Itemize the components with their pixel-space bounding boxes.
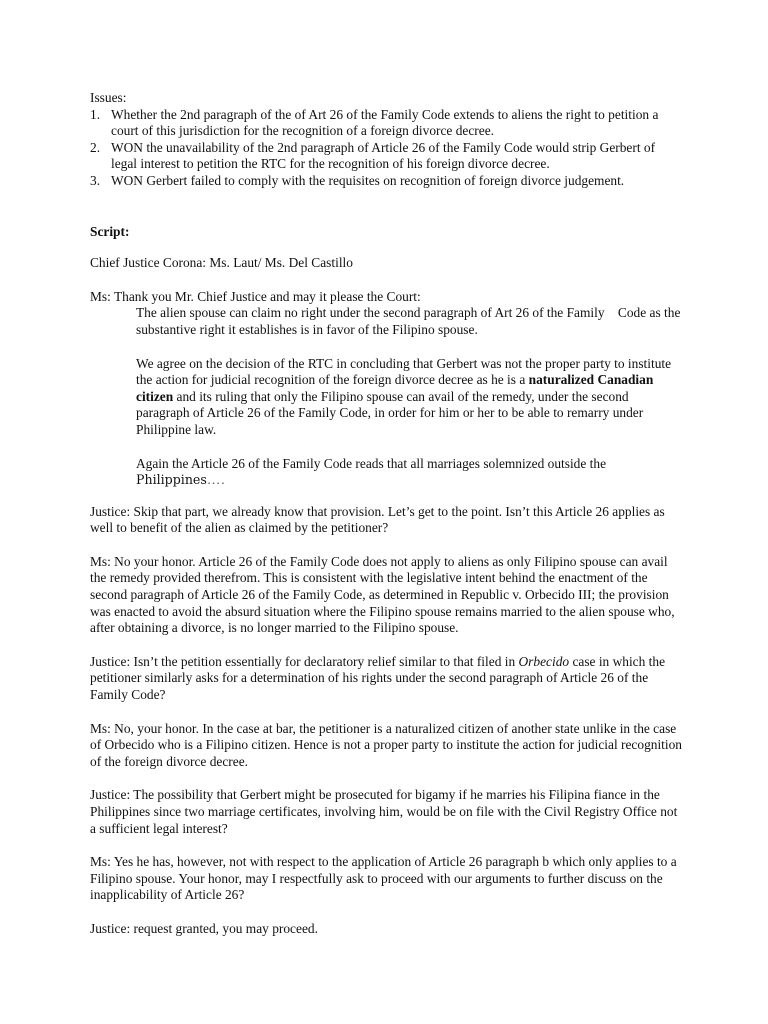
issue-text: WON Gerbert failed to comply with the requisites on recognition of foreign divorce judgement. <box>111 172 625 188</box>
issue-number: 1. <box>90 106 101 122</box>
ms-intro-line: Ms: Thank you Mr. Chief Justice and may it please the Court: <box>90 288 421 304</box>
issue-text: Whether the 2nd paragraph of the of Art 26 of the Family Code extends to aliens the right to petition a court of this jurisdiction for the recognition of a foreign divorce decree. <box>111 106 659 139</box>
justice-line-2-text-a: Justice: Isn’t the petition essentially for declaratory relief similar to that filed in <box>90 653 519 669</box>
naturalized-citizen-emphasis: naturalized Canadian citizen <box>136 372 654 404</box>
justice-line-4: Justice: request granted, you may proceed. <box>90 920 318 936</box>
issue-number: 3. <box>90 172 101 188</box>
justice-line-2-text-b: case in which the petitioner similarly asks for a determination of his rights under the second paragraph of Article 26 of the Family Code? <box>90 653 666 703</box>
ms-line-3: Ms: No, your honor. In the case at bar, the petitioner is a naturalized citizen of another state unlike in the case of Orbecido who is a Filipino citizen. Hence is not a proper party to institute the action for judicial recognition of the foreign divorce decree. <box>90 720 683 769</box>
chief-justice-line: Chief Justice Corona: Ms. Laut/ Ms. Del Castillo <box>90 255 353 271</box>
trailing-ellipsis: …. <box>206 472 226 488</box>
issue-item <box>90 140 682 173</box>
argument-paragraph-1: The alien spouse can claim no right under the second paragraph of Art 26 of the Family Code as the substantive right it establishes is in favor of the Filipino spouse. <box>136 305 684 337</box>
ms-line-4: Ms: Yes he has, however, not with respect to the application of Article 26 paragraph b which only applies to a Filipino spouse. Your honor, may I respectfully ask to proceed with our arguments to further discuss on the inapplicability of Article 26? <box>90 854 677 903</box>
issue-item <box>90 107 682 140</box>
argument-paragraph-2-text-a: We agree on the decision of the RTC in concluding that Gerbert was not the proper party to institute the action for judicial recognition of the foreign divorce decree as he is a <box>136 355 672 388</box>
orbecido-italic: Orbecido <box>518 653 570 669</box>
argument-paragraph-2 <box>90 356 682 439</box>
argument-paragraph-2-text-b: and its ruling that only the Filipino spouse can avail of the remedy, under the second paragraph of Article 26 of the Family Code, in order for him or her to be able to remarry under Philippine law. <box>136 388 644 437</box>
argument-paragraph-3-text: Again the Article 26 of the Family Code reads that all marriages solemnized outside the <box>136 455 607 471</box>
issue-text: WON the unavailability of the 2nd paragraph of Article 26 of the Family Code would strip Gerbert of legal interest to petition the RTC for the recognition of his foreign divorce decree. <box>111 139 656 172</box>
philippines-word: Philippines <box>136 472 207 488</box>
justice-line-1: Justice: Skip that part, we already know that provision. Let’s get to the point. Isn’t this Article 26 applies as well to benefit of the alien as claimed by the petitioner? <box>90 503 665 536</box>
document-page <box>90 90 682 938</box>
justice-line-3: Justice: The possibility that Gerbert might be prosecuted for bigamy if he marries his Filipina fiance in the Philippines since two marriage certificates, involving him, would be on file with the Civil Registry Office not a sufficient legal interest? <box>90 787 678 836</box>
issue-number: 2. <box>90 139 101 155</box>
issues-heading: Issues: <box>90 90 127 105</box>
issue-item <box>90 173 682 190</box>
issues-list <box>90 107 682 190</box>
ms-line-2: Ms: No your honor. Article 26 of the Family Code does not apply to aliens as only Filipino spouse can avail the remedy provided therefrom. This is consistent with the legislative intent behind the enactment of the second paragraph of Article 26 of the Family Code, as determined in Republic v. Orbecido III; the provision was enacted to avoid the absurd situation where the Filipino spouse remains married to the alien spouse who, after obtaining a divorce, is no longer married to the Filipino spouse. <box>90 553 675 636</box>
argument-paragraph-3 <box>90 456 682 489</box>
script-heading: Script: <box>90 223 130 239</box>
justice-line-2 <box>90 654 682 704</box>
